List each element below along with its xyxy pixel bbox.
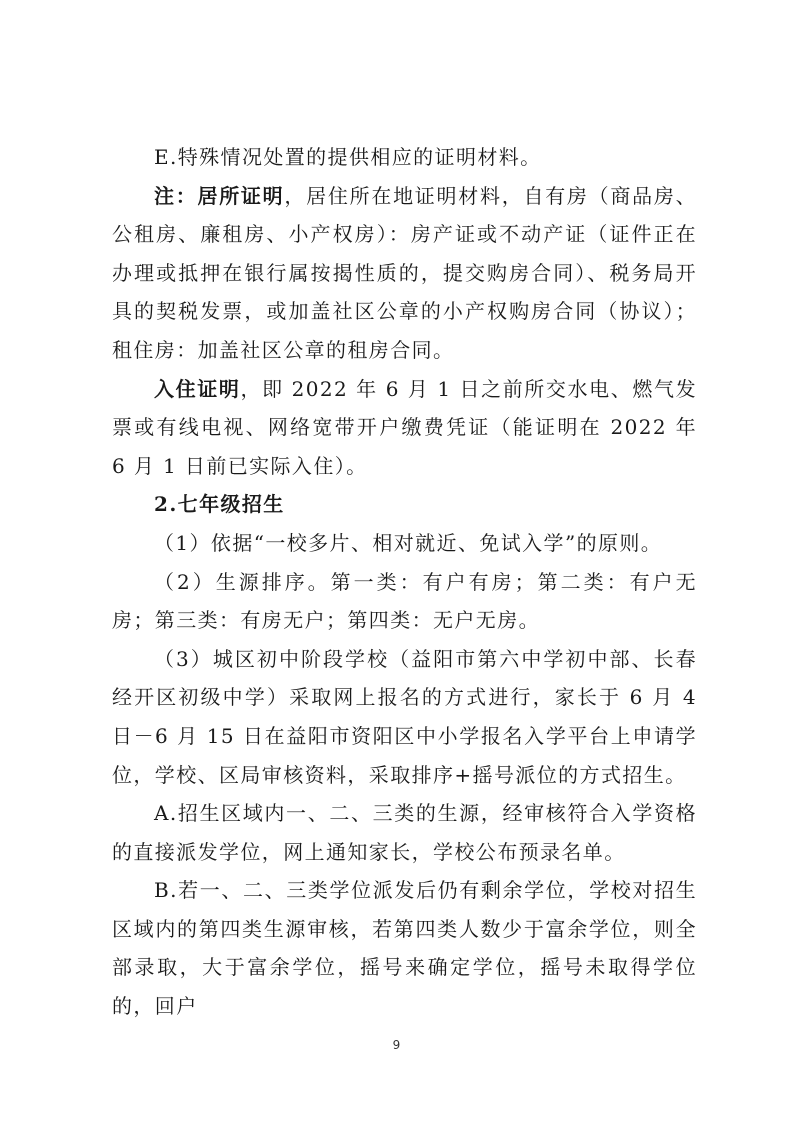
- paragraph-principle: （1）依据“一校多片、相对就近、免试入学”的原则。: [154, 530, 663, 555]
- residence-proof-text: ，居住所在地证明材料，自有房（商品房、公租房、廉租房、小产权房）：房产证或不动产证（证件正在办理或抵押在银行属按揭性质的，提交购房合同）、税务局开具的契税发票，或加盖社区公章的小产权购房合同（协议）；租住房：加盖社区公章的租房合同。: [112, 183, 697, 362]
- paragraph-residence-proof: [112, 177, 697, 370]
- paragraph-rule-a: A.招生区域内一、二、三类的生源，经审核符合入学资格的直接派发学位，网上通知家长，学校公布预录名单。: [112, 801, 697, 864]
- section-heading-grade7: 2.七年级招生: [154, 492, 285, 517]
- occupancy-proof-label: 入住证明: [154, 376, 241, 401]
- body-text: [112, 138, 697, 1026]
- residence-proof-label: 注：居所证明: [154, 183, 285, 208]
- paragraph-online-registration: （3）城区初中阶段学校（益阳市第六中学初中部、长春经开区初级中学）采取网上报名的方式进行，家长于 6 月 4 日－6 月 15 日在益阳市资阳区中小学报名入学平台上申请学位，学校、区局审核资料，采取排序+摇号派位的方式招生。: [112, 646, 697, 787]
- occupancy-proof-text: ，即 2022 年 6 月 1 日之前所交水电、燃气发票或有线电视、网络宽带开户缴费凭证（能证明在 2022 年 6 月 1 日前已实际入住）。: [112, 376, 697, 478]
- paragraph-special-cases: E.特殊情况处置的提供相应的证明材料。: [154, 145, 542, 169]
- paragraph-ranking: （2）生源排序。第一类：有户有房；第二类：有户无房；第三类：有房无户；第四类：无户无房。: [112, 569, 697, 633]
- page-number: 9: [392, 1038, 401, 1052]
- paragraph-occupancy-proof: [112, 370, 697, 486]
- paragraph-rule-b: B.若一、二、三类学位派发后仍有剩余学位，学校对招生区域内的第四类生源审核，若第四类人数少于富余学位，则全部录取，大于富余学位，摇号来确定学位，摇号未取得学位的，回户: [112, 878, 697, 1019]
